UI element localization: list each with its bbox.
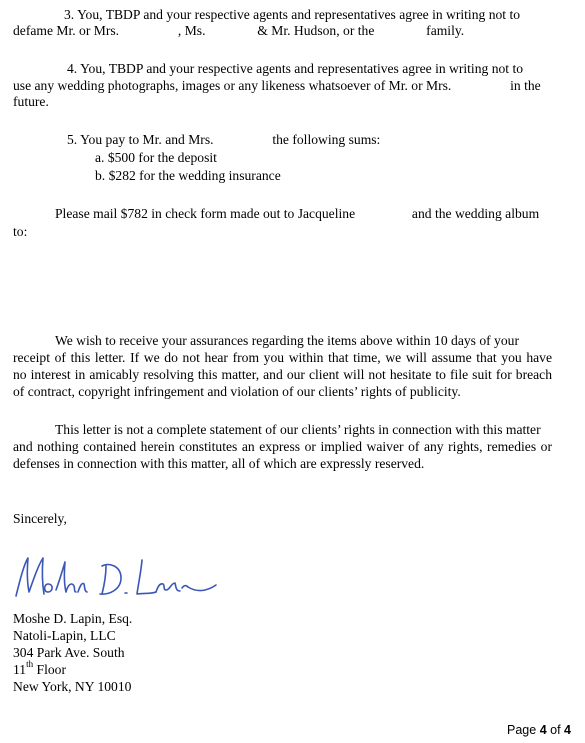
reservation-line-3: defenses in connection with this matter, all of which are expressly reserved. bbox=[13, 456, 425, 471]
page-of: of bbox=[550, 723, 561, 737]
item-3-text-a: defame Mr. or Mrs. bbox=[13, 23, 120, 38]
floor-word: Floor bbox=[33, 662, 66, 677]
item-3-text-d: family. bbox=[426, 23, 465, 38]
assurance-line-1: We wish to receive your assurances regarding the items above within 10 days of your bbox=[55, 333, 519, 348]
item-4-line-1: 4. You, TBDP and your respective agents and representatives agree in writing not to bbox=[67, 61, 524, 76]
item-3-line-2 bbox=[13, 23, 464, 39]
item-4-line-3: future. bbox=[13, 94, 49, 109]
mail-line-1 bbox=[55, 206, 539, 222]
street-address: 304 Park Ave. South bbox=[13, 645, 125, 660]
mail-text-a: Please mail $782 in check form made out to Jacqueline bbox=[55, 206, 356, 221]
item-3-line-1: 3. You, TBDP and your respective agents and representatives agree in writing not to bbox=[64, 7, 521, 22]
floor-number: 11 bbox=[13, 662, 27, 677]
page-current: 4 bbox=[539, 723, 547, 737]
assurance-line-2: receipt of this letter. If we do not hear from you within that time, we will assume that you have bbox=[13, 350, 552, 365]
closing-text: Sincerely, bbox=[13, 511, 67, 526]
item-5-sub-a: a. $500 for the deposit bbox=[95, 150, 217, 165]
page-number bbox=[507, 723, 571, 737]
reservation-line-2: and nothing contained herein constitutes an express or implied waiver of any rights, remedies or bbox=[13, 439, 552, 454]
item-5-intro bbox=[67, 132, 380, 148]
assurance-line-4: of contract, copyright infringement and violation of our clients’ rights of publicity. bbox=[13, 384, 461, 399]
item-3-text-c: & Mr. Hudson, or the bbox=[257, 23, 375, 38]
item-4-text-a: use any wedding photographs, images or any likeness whatsoever of Mr. or Mrs. bbox=[13, 78, 452, 93]
page-total: 4 bbox=[564, 723, 571, 737]
mail-line-2: to: bbox=[13, 224, 28, 239]
mail-text-b: and the wedding album bbox=[411, 206, 540, 221]
page-word: Page bbox=[507, 723, 537, 737]
assurance-line-3: no interest in amicably resolving this matter, and our client will not hesitate to file suit for breach bbox=[13, 367, 552, 382]
firm-name: Natoli-Lapin, LLC bbox=[13, 628, 116, 643]
item-5-text-b: the following sums: bbox=[272, 132, 381, 147]
handwritten-signature bbox=[10, 552, 220, 604]
item-3-text-b: , Ms. bbox=[177, 23, 206, 38]
city-line: New York, NY 10010 bbox=[13, 679, 132, 694]
signer-name: Moshe D. Lapin, Esq. bbox=[13, 611, 133, 626]
item-5-text-a: 5. You pay to Mr. and Mrs. bbox=[67, 132, 214, 147]
item-4-line-2 bbox=[13, 78, 541, 94]
item-4-text-b: in the bbox=[510, 78, 541, 93]
item-5-sub-b: b. $282 for the wedding insurance bbox=[95, 168, 281, 183]
floor-suffix: th bbox=[26, 659, 34, 670]
floor-line bbox=[13, 659, 66, 678]
reservation-line-1: This letter is not a complete statement of our clients’ rights in connection with this matter bbox=[55, 422, 541, 437]
